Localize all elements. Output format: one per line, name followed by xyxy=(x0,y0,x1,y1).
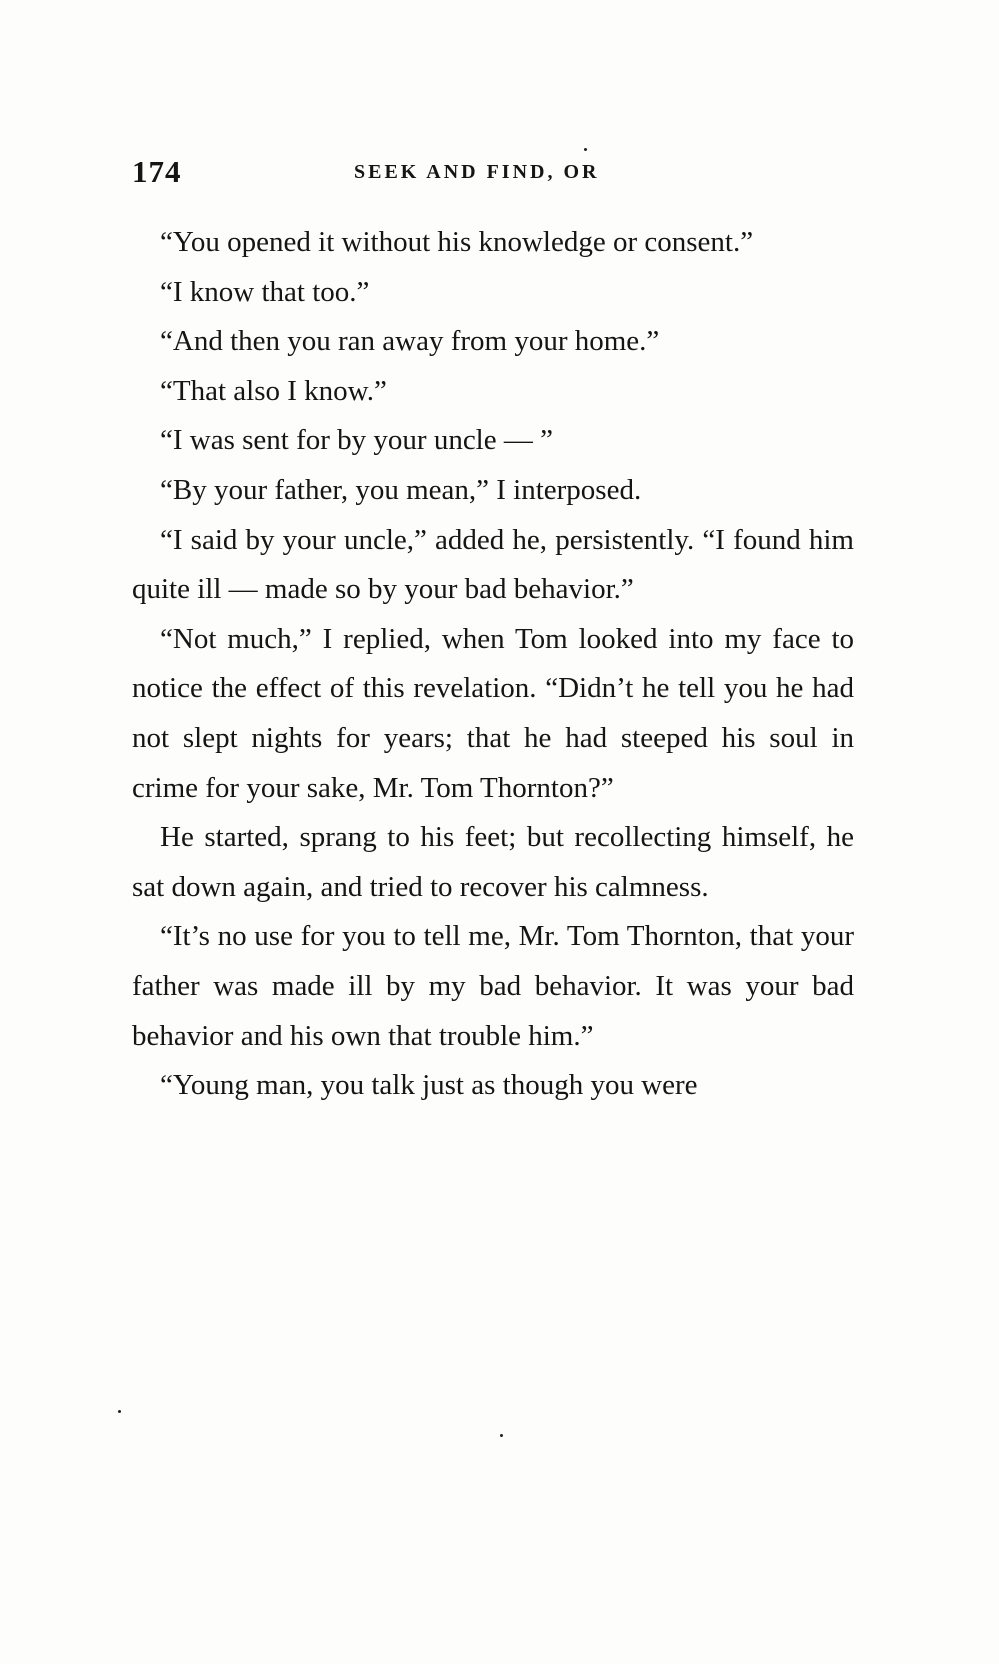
paragraph: “By your father, you mean,” I interposed. xyxy=(160,473,642,506)
paragraph: “And then you ran away from your home.” xyxy=(160,325,660,358)
paragraph: He started, sprang to his feet; but recollecting himself, he sat down again, and tried to recover his calmness. xyxy=(132,821,854,903)
scan-speck xyxy=(584,148,587,151)
running-title: SEEK AND FIND, OR xyxy=(354,161,600,183)
scan-speck xyxy=(118,1410,121,1413)
paragraph: “I know that too.” xyxy=(160,275,370,308)
scan-speck xyxy=(500,1434,503,1437)
body-text xyxy=(132,218,854,1111)
paragraph: “Young man, you talk just as though you were xyxy=(160,1069,698,1102)
running-head xyxy=(132,152,856,192)
paragraph: “I said by your uncle,” added he, persistently. “I found him quite ill — made so by your bad behavior.” xyxy=(132,523,854,606)
paragraph: “That also I know.” xyxy=(160,374,387,407)
paragraph: “It’s no use for you to tell me, Mr. Tom Thornton, that your father was made ill by my bad behavior. It was your bad behavior and his own that trouble him.” xyxy=(132,920,854,1052)
paragraph: “Not much,” I replied, when Tom looked into my face to notice the effect of this revelation. “Didn’t he tell you he had not slept nights for years; that he had steeped his soul in crime for your sake, Mr. Tom Thornton?” xyxy=(132,622,854,804)
paragraph: “I was sent for by your uncle — ” xyxy=(160,424,553,457)
page-number: 174 xyxy=(132,154,182,189)
paragraph: “You opened it without his knowledge or consent.” xyxy=(160,226,754,258)
